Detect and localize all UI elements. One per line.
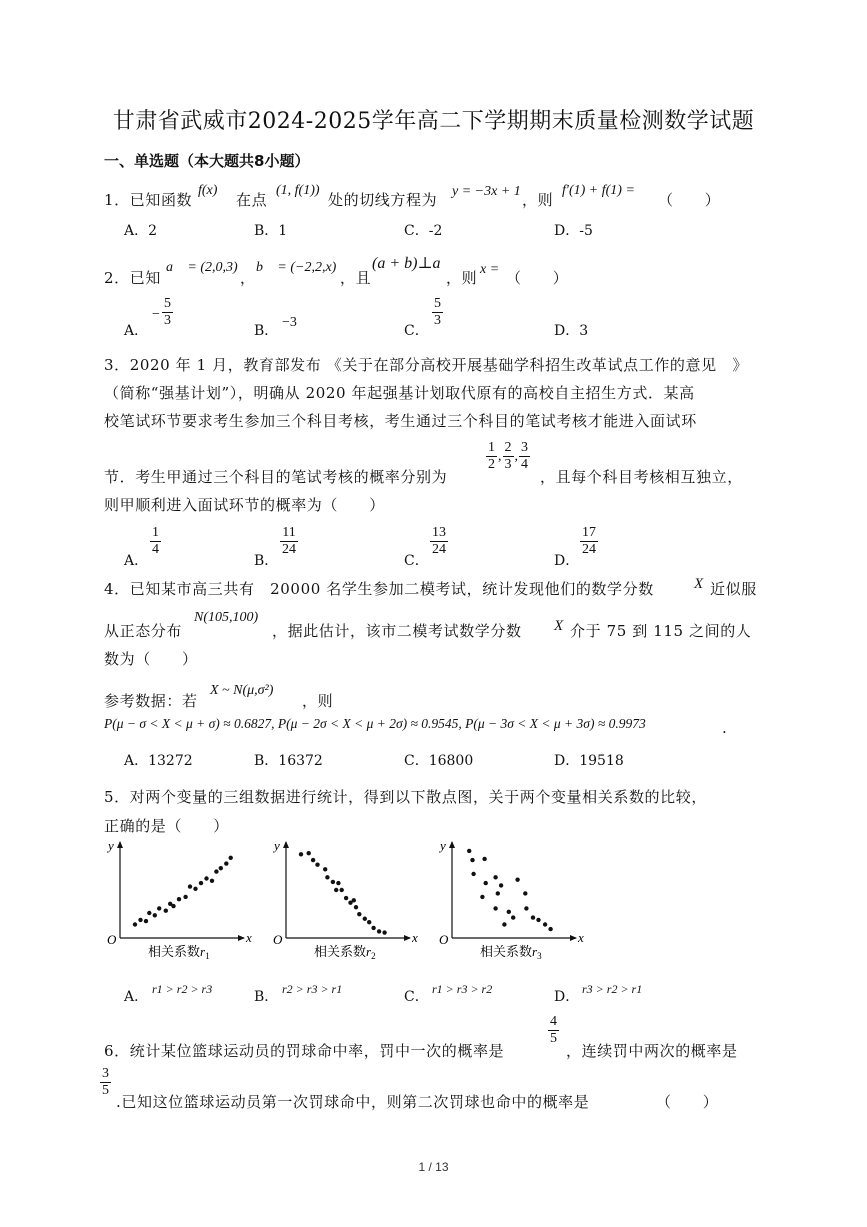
q3-line-4b: ，且每个科目考核相互独立， (540, 468, 743, 486)
fraction-numerator: 3 (100, 1066, 111, 1083)
fraction-numerator: 1 (486, 440, 497, 457)
q3-line-2: （简称“强基计划”），明确从 2020 年起强基计划取代原有的高校自主招生方式．某高 (104, 384, 695, 402)
page-number: 1 / 13 (418, 1160, 449, 1174)
scatter-point (467, 849, 471, 853)
scatter-point (311, 858, 315, 862)
q4-reference-formula: P(μ − σ < X < μ + σ) ≈ 0.6827, P(μ − 2σ < X < μ + 2σ) ≈ 0.9545, P(μ − 3σ < X < μ + 3σ) ≈ 0.9973 (104, 716, 646, 731)
q3-option-a-label: A． (124, 553, 149, 569)
plot-caption-subscript: 3 (537, 951, 542, 961)
q3-option-c-label: C． (404, 553, 429, 569)
scatter-point (171, 904, 175, 908)
scatter-point (214, 869, 218, 873)
q6-answer-paren: （ ） (656, 1093, 719, 1111)
fraction-denominator: 3 (504, 457, 512, 473)
q3-option-c-fraction (430, 525, 448, 558)
q1-function: f(x) (198, 183, 218, 198)
q2-x: x = (480, 262, 500, 277)
scatter-point (177, 897, 181, 901)
scatter-point (199, 881, 203, 885)
q5-option-d-label: D． (554, 989, 580, 1005)
y-axis-label: y (440, 838, 446, 853)
q4-line-2a: 从正态分布 (104, 622, 183, 640)
scatter-point (543, 922, 547, 926)
scatter-point (153, 913, 157, 917)
y-axis-label: y (108, 838, 114, 853)
q2-vector-b: b⃗ = (−2,2,x) (256, 260, 337, 275)
q2-option-c-fraction (432, 296, 443, 329)
q3-prob-1 (486, 440, 497, 473)
q5-option-c-relation: r1 > r3 > r2 (432, 982, 493, 996)
q2-option-d: D．3 (554, 323, 589, 339)
x-axis-label: x (578, 930, 584, 945)
scatter-point (331, 880, 335, 884)
y-axis-arrow (283, 841, 289, 848)
q5-option-b-label: B． (254, 989, 279, 1005)
q3-option-a-fraction (150, 525, 161, 558)
q3-option-d-fraction (580, 525, 598, 558)
scatter-point (334, 888, 338, 892)
q4-line-2b: ，据此估计，该市二模考试数学分数 (272, 622, 522, 640)
plot-caption: 相关系数$r_1$ (148, 944, 210, 961)
q2-text-b: ，且 (340, 269, 372, 287)
q2-option-c-label: C． (404, 323, 429, 339)
q3-line-3: 校笔试环节要求考生参加三个科目考核，考生通过三个科目的笔试考核才能进入面试环 (104, 412, 697, 430)
q4-option-b: B．16372 (254, 753, 323, 769)
q4-line-1a: 4．已知某市高三共有 20000 名学生参加二模考试，统计发现他们的数学分数 (104, 580, 654, 598)
q1-tangent-equation: y = −3x + 1 (452, 184, 521, 199)
scatter-point (336, 881, 340, 885)
scatter-point (299, 852, 303, 856)
q4-distribution: N(105,100) (194, 610, 259, 625)
q2-option-b-value: −3 (282, 315, 297, 330)
fraction-denominator: 24 (282, 542, 296, 558)
q3-probabilities: $\frac{1}{2}$ , $\frac{2}{3}$ , $\frac{3}{4}$ (488, 440, 528, 473)
scatter-point (502, 922, 506, 926)
q5-option-a-relation: r1 > r2 > r3 (152, 982, 213, 996)
q3-option-d-label: D． (554, 553, 580, 569)
q1-expression: f′(1) + f(1) = (562, 183, 635, 198)
q1-option-a: A．2 (124, 223, 158, 239)
q6-line-1a: 6．统计某位篮球运动员的罚球命中率，罚中一次的概率是 (104, 1042, 505, 1060)
scatter-point (204, 876, 208, 880)
x-axis-label: x (412, 930, 418, 945)
q4-option-d: D．19518 (554, 753, 624, 769)
q2-text-c: ，则 (446, 269, 478, 287)
scatter-point (377, 929, 381, 933)
scatter-point (164, 909, 168, 913)
scatter-point (357, 912, 361, 916)
fraction-denominator: 5 (550, 1031, 557, 1047)
q4-line-3: 数为（ ） (104, 650, 198, 668)
scatter-point (367, 920, 371, 924)
fraction-denominator: 5 (102, 1083, 109, 1099)
q6-probability-2 (100, 1066, 111, 1099)
scatter-point (507, 910, 511, 914)
scatter-point (352, 898, 356, 902)
q4-line-2c: 介于 75 到 115 之间的人 (570, 622, 752, 640)
fraction-denominator: 3 (164, 313, 171, 329)
q5-option-c-label: C． (404, 989, 429, 1005)
scatter-point (371, 926, 375, 930)
fraction-numerator: 3 (519, 440, 530, 457)
scatter-point (210, 879, 214, 883)
scatter-point (523, 891, 527, 895)
q2-option-b-label: B． (254, 323, 279, 339)
q2-comma: ， (240, 269, 256, 287)
q5-option-a-label: A． (124, 989, 149, 1005)
q1-text-b: 在点 (236, 191, 268, 209)
scatter-point (147, 911, 151, 915)
q4-reference-a: 参考数据：若 (104, 692, 198, 710)
fraction-numerator: 5 (162, 296, 173, 313)
scatter-point (496, 891, 500, 895)
scatter-point (515, 877, 519, 881)
fraction-numerator: 11 (280, 525, 297, 542)
fraction-numerator: 2 (503, 440, 514, 457)
q5-scatter-plots (96, 836, 816, 968)
origin-label: O (439, 932, 449, 947)
scatter-point (524, 906, 528, 910)
scatter-point (548, 927, 552, 931)
q3-prob-2 (503, 440, 514, 473)
fraction-denominator: 24 (582, 542, 596, 558)
scatter-point (484, 881, 488, 885)
q2-answer-paren: （ ） (506, 269, 569, 287)
q4-reference-b: ，则 (302, 692, 334, 710)
scatter-point (536, 918, 540, 922)
scatter-point (471, 872, 475, 876)
q4-line-1b: 近似服 (710, 580, 757, 598)
x-axis-label: x (246, 930, 252, 945)
scatter-point (224, 861, 228, 865)
fraction-numerator: 13 (430, 525, 448, 542)
q4-variable-x-2: X (554, 618, 564, 634)
x-axis-arrow (570, 935, 577, 941)
q2-vector-a: a⃗ = (2,0,3) (166, 260, 238, 275)
scatter-point (193, 887, 197, 891)
q3-prob-3 (519, 440, 530, 473)
q1-text-d: ，则 (522, 191, 554, 209)
page-title: 甘肃省武威市2024-2025学年高二下学期期末质量检测数学试题 (112, 109, 755, 134)
q1-point: (1, f(1)) (276, 183, 320, 198)
origin-label: O (273, 932, 283, 947)
scatter-plot-3 (438, 838, 584, 961)
q4-option-a: A．13272 (124, 753, 193, 769)
plot-caption: 相关系数$r_3$ (480, 944, 542, 961)
q3-option-b-fraction (280, 525, 298, 558)
scatter-point (382, 930, 386, 934)
q4-reference-period: . (722, 719, 728, 737)
scatter-point (480, 895, 484, 899)
scatter-plot-2 (272, 838, 418, 961)
q5-line-2: 正确的是（ ） (104, 817, 229, 835)
fraction-denominator: 24 (432, 542, 446, 558)
scatter-point (229, 856, 233, 860)
scatter-point (493, 875, 497, 879)
y-axis-arrow (449, 841, 455, 848)
q5-option-d-relation: r3 > r2 > r1 (582, 982, 643, 996)
scatter-point (323, 867, 327, 871)
q2-option-a-label: A． (124, 323, 149, 339)
q2-option-a-sign: − (152, 307, 160, 322)
scatter-point (219, 866, 223, 870)
q4-variable-x: X (694, 576, 704, 592)
q6-line-1b: ，连续罚中两次的概率是 (566, 1042, 738, 1060)
fraction-denominator: 4 (521, 457, 528, 473)
plot-caption-r: r (366, 944, 372, 959)
scatter-point (354, 905, 358, 909)
scatter-point (138, 918, 142, 922)
fraction-denominator: 3 (434, 313, 441, 329)
x-axis-arrow (404, 935, 411, 941)
q5-line-1: 5．对两个变量的三组数据进行统计，得到以下散点图，关于两个变量相关系数的比较， (104, 788, 707, 806)
scatter-point (340, 888, 344, 892)
q3-line-5: 则甲顺利进入面试环节的概率为（ ） (104, 496, 385, 514)
plot-caption-r: r (532, 944, 538, 959)
scatter-point (470, 858, 474, 862)
q2-text-a: 2．已知 (104, 269, 161, 287)
q3-line-4a: 节．考生甲通过三个科目的笔试考核的概率分别为 (104, 468, 448, 486)
q1-option-c: C．-2 (404, 223, 443, 239)
scatter-point (133, 922, 137, 926)
q6-line-2: .已知这位篮球运动员第一次罚球命中，则第二次罚球也命中的概率是 (116, 1093, 590, 1111)
plot-caption-r: r (200, 944, 206, 959)
scatter-point (531, 915, 535, 919)
y-axis-label: y (274, 838, 280, 853)
q2-condition: (a + b)⊥a (372, 255, 441, 272)
q2-option-a-fraction (162, 296, 173, 329)
q4-reference-distribution: X ~ N(μ,σ²) (210, 683, 274, 698)
q1-option-d: D．-5 (554, 223, 593, 239)
scatter-point (325, 875, 329, 879)
q1-text-a: 1．已知函数 (104, 191, 193, 209)
q4-option-c: C．16800 (404, 753, 474, 769)
q5-option-b-relation: r2 > r3 > r1 (282, 982, 343, 996)
scatter-point (344, 896, 348, 900)
scatter-point (482, 857, 486, 861)
origin-label: O (107, 932, 117, 947)
plot-caption-subscript: 2 (371, 951, 376, 961)
q1-text-c: 处的切线方程为 (328, 191, 438, 209)
fraction-numerator: 5 (432, 296, 443, 313)
plot-caption-subscript: 1 (205, 951, 210, 961)
scatter-point (511, 915, 515, 919)
q3-line-1: 3．2020 年 1 月，教育部发布 《关于在部分高校开展基础学科招生改革试点工作的意见 》 (104, 356, 748, 374)
scatter-plot-1 (106, 838, 252, 961)
fraction-denominator: 2 (488, 457, 495, 473)
scatter-point (493, 906, 497, 910)
scatter-point (315, 863, 319, 867)
q3-option-b-label: B． (254, 553, 279, 569)
scatter-point (144, 919, 148, 923)
plot-caption: 相关系数$r_2$ (314, 944, 376, 961)
q1-answer-paren: （ ） (658, 191, 721, 209)
scatter-point (183, 895, 187, 899)
scatter-point (307, 851, 311, 855)
section-heading: 一、单选题（本大题共8小题） (104, 152, 310, 170)
q6-probability-1 (548, 1014, 559, 1047)
fraction-numerator: 4 (548, 1014, 559, 1031)
scatter-point (188, 884, 192, 888)
x-axis-arrow (238, 935, 245, 941)
scatter-point (157, 906, 161, 910)
fraction-denominator: 4 (152, 542, 159, 558)
scatter-point (363, 917, 367, 921)
q1-option-b: B．1 (254, 223, 288, 239)
y-axis-arrow (117, 841, 123, 848)
scatter-point (499, 883, 503, 887)
fraction-numerator: 17 (580, 525, 598, 542)
fraction-numerator: 1 (150, 525, 161, 542)
